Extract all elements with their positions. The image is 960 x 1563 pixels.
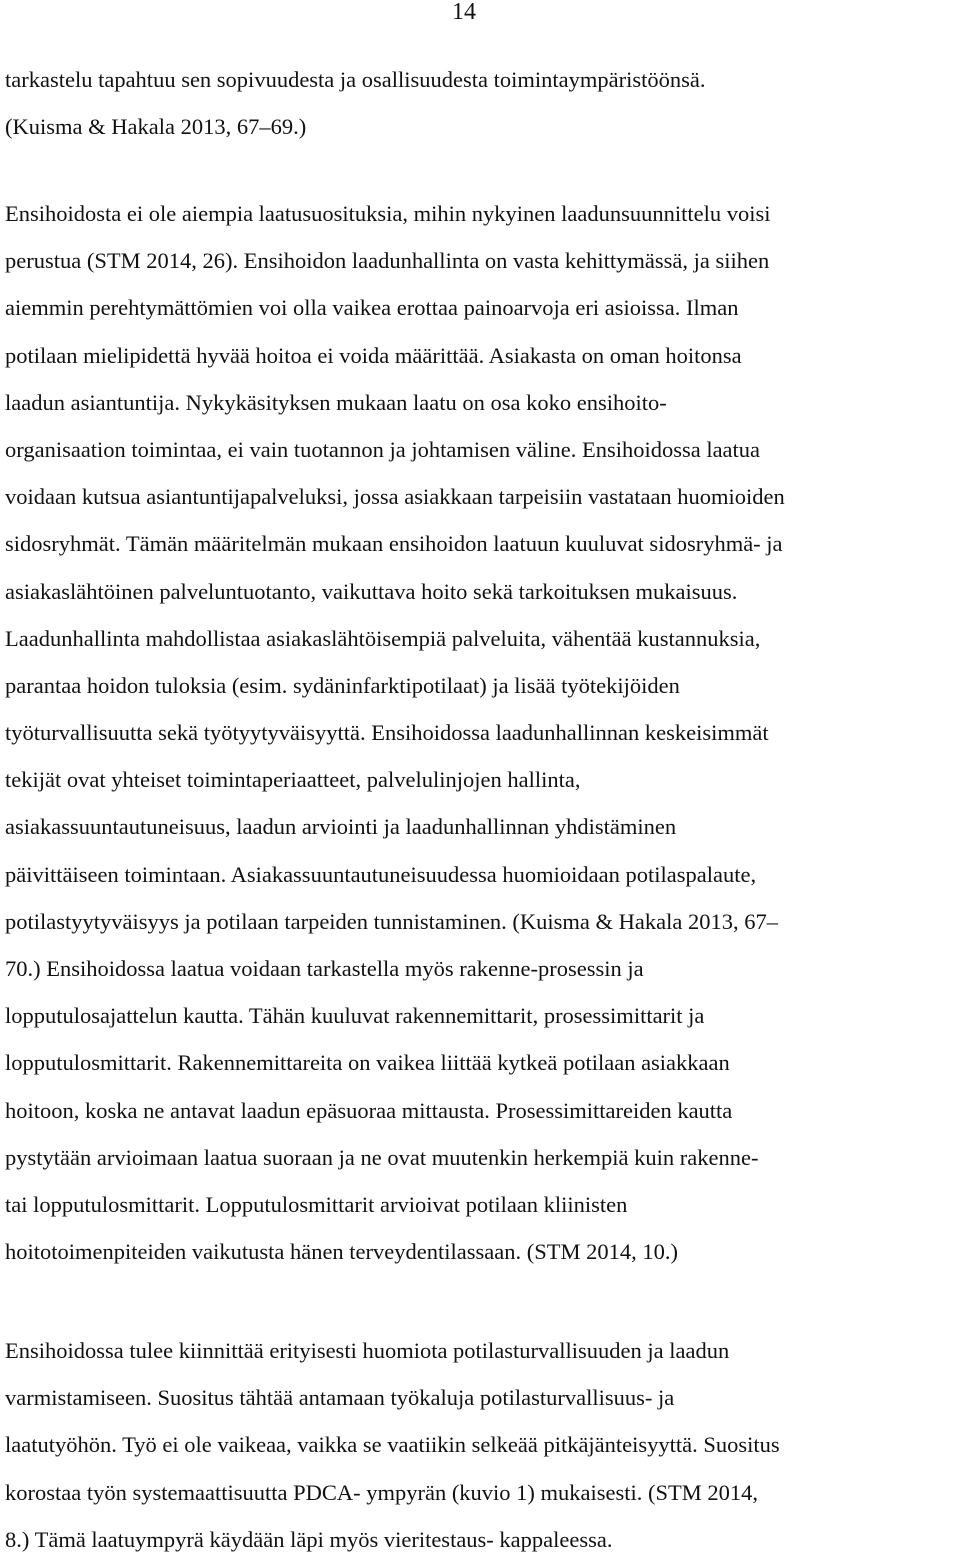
text-line: potilastyytyväisyys ja potilaan tarpeiden tunnistaminen. (Kuisma & Hakala 2013, 67– bbox=[5, 908, 778, 934]
text-line: päivittäiseen toimintaan. Asiakassuuntautuneisuudessa huomioidaan potilaspalaute, bbox=[5, 861, 757, 887]
text-line: Ensihoidosta ei ole aiempia laatusuosituksia, mihin nykyinen laadunsuunnittelu voisi bbox=[5, 201, 771, 226]
text-line: tarkastelu tapahtuu sen sopivuudesta ja osallisuudesta toimintaympäristöönsä. bbox=[5, 67, 706, 92]
text-line: varmistamiseen. Suositus tähtää antamaan työkaluja potilasturvallisuus- ja bbox=[5, 1385, 675, 1411]
text-line: potilaan mielipidettä hyvää hoitoa ei voida määrittää. Asiakasta on oman hoitonsa bbox=[5, 342, 742, 368]
text-line: lopputulosajattelun kautta. Tähän kuuluvat rakennemittarit, prosessimittarit ja bbox=[5, 1003, 705, 1029]
text-line: pystytään arvioimaan laatua suoraan ja ne ovat muutenkin herkempiä kuin rakenne- bbox=[5, 1144, 759, 1170]
text-line: perustua (STM 2014, 26). Ensihoidon laadunhallinta on vasta kehittymässä, ja siihen bbox=[5, 248, 770, 274]
text-line: lopputulosmittarit. Rakennemittareita on vaikea liittää kytkeä potilaan asiakkaan bbox=[5, 1050, 730, 1076]
text-line: sidosryhmät. Tämän määritelmän mukaan ensihoidon laatuun kuuluvat sidosryhmä- ja bbox=[5, 531, 783, 557]
text-line: laadun asiantuntija. Nykykäsityksen mukaan laatu on osa koko ensihoito- bbox=[5, 389, 667, 415]
text-line: tekijät ovat yhteiset toimintaperiaatteet, palvelulinjojen hallinta, bbox=[5, 767, 581, 793]
text-line: tai lopputulosmittarit. Lopputulosmittarit arvioivat potilaan kliinisten bbox=[5, 1191, 628, 1217]
text-line: 8.) Tämä laatuympyrä käydään läpi myös vieritestaus- kappaleessa. bbox=[5, 1526, 613, 1552]
text-line: työturvallisuutta sekä työtyytyväisyyttä. Ensihoidossa laadunhallinnan keskeisimmät bbox=[5, 720, 769, 746]
text-line: asiakaslähtöinen palveluntuotanto, vaikuttava hoito sekä tarkoituksen mukaisuus. bbox=[5, 578, 738, 604]
paragraph-1 bbox=[5, 56, 960, 150]
text-line: asiakassuuntautuneisuus, laadun arviointi ja laadunhallinnan yhdistäminen bbox=[5, 814, 677, 840]
text-line: voidaan kutsua asiantuntijapalveluksi, jossa asiakkaan tarpeisiin vastataan huomioiden bbox=[5, 484, 785, 510]
paragraph-3 bbox=[5, 1327, 960, 1563]
text-line: parantaa hoidon tuloksia (esim. sydäninfarktipotilaat) ja lisää työtekijöiden bbox=[5, 672, 680, 698]
text-line: 70.) Ensihoidossa laatua voidaan tarkastella myös rakenne-prosessin ja bbox=[5, 956, 644, 981]
text-line: hoitoon, koska ne antavat laadun epäsuoraa mittausta. Prosessimittareiden kautta bbox=[5, 1097, 733, 1123]
text-line: laatutyöhön. Työ ei ole vaikeaa, vaikka se vaatiikin selkeää pitkäjänteisyyttä. Suositus bbox=[5, 1432, 780, 1458]
text-line: organisaation toimintaa, ei vain tuotannon ja johtamisen väline. Ensihoidossa laatua bbox=[5, 436, 761, 462]
text-line: Ensihoidossa tulee kiinnittää erityisesti huomiota potilasturvallisuuden ja laadun bbox=[5, 1338, 730, 1363]
text-line: hoitotoimenpiteiden vaikutusta hänen terveydentilassaan. (STM 2014, 10.) bbox=[5, 1239, 678, 1265]
text-line: (Kuisma & Hakala 2013, 67–69.) bbox=[5, 114, 307, 140]
page-number: 14 bbox=[452, 0, 476, 25]
paragraph-2 bbox=[5, 190, 960, 1275]
text-line: Laadunhallinta mahdollistaa asiakaslähtöisempiä palveluita, vähentää kustannuksia, bbox=[5, 625, 761, 651]
text-line: korostaa työn systemaattisuutta PDCA- ympyrän (kuvio 1) mukaisesti. (STM 2014, bbox=[5, 1479, 759, 1505]
text-line: aiemmin perehtymättömien voi olla vaikea erottaa painoarvoja eri asioissa. Ilman bbox=[5, 295, 739, 321]
